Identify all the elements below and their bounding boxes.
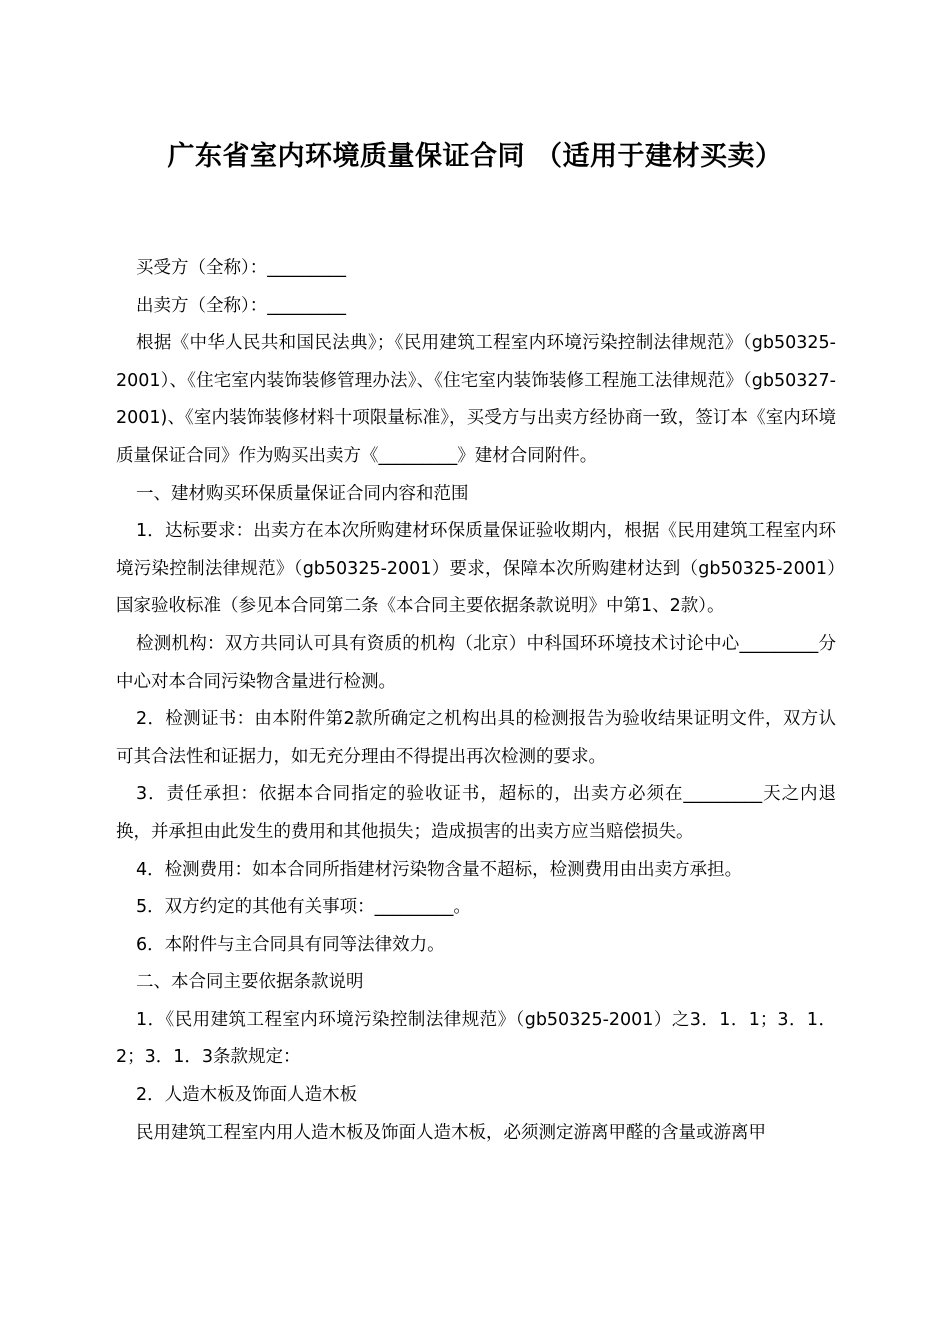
paragraph-clause-3: 3．责任承担：依据本合同指定的验收证书，超标的，出卖方必须在_________天之内退换，并承担由此发生的费用和其他损失；造成损害的出卖方应当赔偿损失。: [116, 784, 836, 842]
paragraph-seller: 出卖方（全称）：_________: [136, 295, 346, 316]
paragraph-wood-panels: 民用建筑工程室内用人造木板及饰面人造木板，必须测定游离甲醛的含量或游离甲: [136, 1122, 766, 1143]
document-title: 广东省室内环境质量保证合同 （适用于建材买卖）: [167, 141, 783, 172]
paragraph-clause-5: 5．双方约定的其他有关事项：_________。: [136, 897, 471, 918]
paragraph-buyer: 买受方（全称）：_________: [136, 258, 346, 278]
paragraph-clause-6: 6．本附件与主合同具有同等法律效力。: [136, 934, 445, 955]
paragraph-basis-item-2: 2．人造木板及饰面人造木板: [136, 1085, 358, 1106]
paragraph-clause-4: 4．检测费用：如本合同所指建材污染物含量不超标，检测费用由出卖方承担。: [136, 859, 743, 880]
section-heading-2: 二、本合同主要依据条款说明: [136, 972, 364, 993]
paragraph-testing-agency: 检测机构：双方共同认可具有资质的机构（北京）中科国环环境技术讨论中心_________分中心对本合同污染物含量进行检测。: [116, 633, 836, 692]
paragraph-clause-2: 2．检测证书：由本附件第2款所确定之机构出具的检测报告为验收结果证明文件，双方认可其合法性和证据力，如无充分理由不得提出再次检测的要求。: [116, 709, 836, 767]
paragraph-clause-1: 1．达标要求：出卖方在本次所购建材环保质量保证验收期内，根据《民用建筑工程室内环境污染控制法律规范》（gb50325-2001）要求，保障本次所购建材达到（gb50325-2001）国家验收标准（参见本合同第二条《本合同主要依据条款说明》中第1、2款）。: [116, 521, 836, 617]
section-heading-1: 一、建材购买环保质量保证合同内容和范围: [136, 483, 469, 504]
document-body: [116, 250, 836, 1152]
paragraph-basis: 根据《中华人民共和国民法典》；《民用建筑工程室内环境污染控制法律规范》（gb50325-2001）、《住宅室内装饰装修管理办法》、《住宅室内装饰装修工程施工法律规范》（gb50327-2001)、《室内装饰装修材料十项限量标准》，买受方与出卖方经协商一致，签订本《室内环境质量保证合同》作为购买出卖方《_________》建材合同附件。: [116, 333, 836, 466]
paragraph-basis-item-1: 1．《民用建筑工程室内环境污染控制法律规范》（gb50325-2001）之3．1．1；3．1．2；3．1．3条款规定：: [116, 1009, 836, 1068]
